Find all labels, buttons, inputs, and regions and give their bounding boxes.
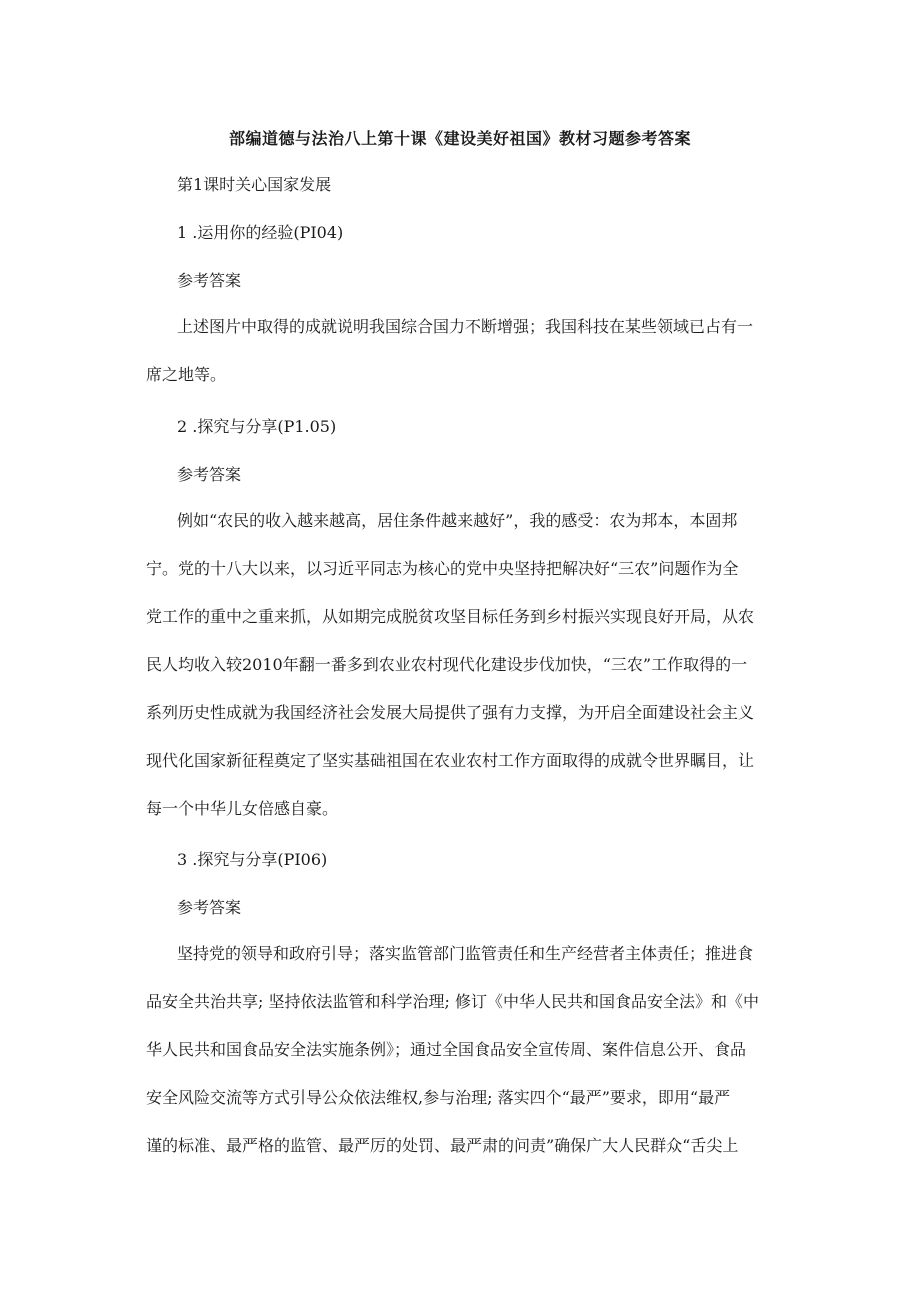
question-3-answer — [146, 930, 785, 1170]
question-2-answer-line: 党工作的重中之重来抓，从如期完成脱贫攻坚目标任务到乡村振兴实现良好开局，从农 — [146, 607, 755, 626]
document-title: 部编道德与法治八上第十课《建设美好祖国》教材习题参考答案 — [228, 129, 691, 148]
question-2-answer-line: 民人均收入较2010年翻一番多到农业农村现代化建设步伐加快，“三农”工作取得的一 — [146, 655, 748, 674]
question-1-answer-line: 上述图片中取得的成就说明我国综合国力不断增强；我国科技在某些领域已占有一 — [177, 317, 754, 336]
question-1-answer-label: 参考答案 — [177, 271, 242, 290]
question-3-heading: 3 .探究与分享(PI06) — [177, 850, 328, 869]
question-3-answer-line: 谨的标准、最严格的监管、最严厉的处罚、最严肃的问责”确保广大人民群众“舌尖上 — [146, 1136, 739, 1155]
question-2-answer-label: 参考答案 — [177, 465, 242, 484]
question-3-answer-line: 华人民共和国食品安全法实施条例》；通过全国食品安全宣传周、案件信息公开、食品 — [146, 1040, 747, 1059]
question-2-answer-line: 每一个中华儿女倍感自豪。 — [146, 799, 339, 818]
question-2-answer-line: 系列历史性成就为我国经济社会发展大局提供了强有力支撑，为开启全面建设社会主义 — [146, 703, 755, 722]
question-3-answer-label: 参考答案 — [177, 898, 242, 917]
question-2-heading: 2 .探究与分享(P1.05) — [177, 417, 337, 436]
question-3-answer-line: 安全风险交流等方式引导公众依法维权,参与治理; 落实四个“最严”要求，即用“最严 — [146, 1088, 731, 1107]
question-2-answer-line: 宁。党的十八大以来，以习近平同志为核心的党中央坚持把解决好“三农”问题作为全 — [146, 559, 739, 578]
question-1-heading: 1 .运用你的经验(PI04) — [177, 223, 344, 242]
question-3-answer-line: 品安全共治共享; 坚持依法监管和科学治理; 修订《中华人民共和国食品安全法》和《中 — [146, 992, 759, 1011]
question-3-answer-line: 坚持党的领导和政府引导；落实监管部门监管责任和生产经营者主体责任；推进食 — [177, 944, 754, 963]
question-2-answer-line: 例如“农民的收入越来越高，居住条件越来越好”，我的感受：农为邦本，本固邦 — [177, 511, 738, 530]
lesson-heading: 第1课时关心国家发展 — [177, 175, 332, 194]
question-1-answer-line: 席之地等。 — [146, 365, 227, 384]
question-2-answer-line: 现代化国家新征程奠定了坚实基础祖国在农业农村工作方面取得的成就令世界瞩目，让 — [146, 751, 755, 770]
question-2-answer — [146, 497, 785, 833]
question-1-answer — [146, 303, 785, 399]
